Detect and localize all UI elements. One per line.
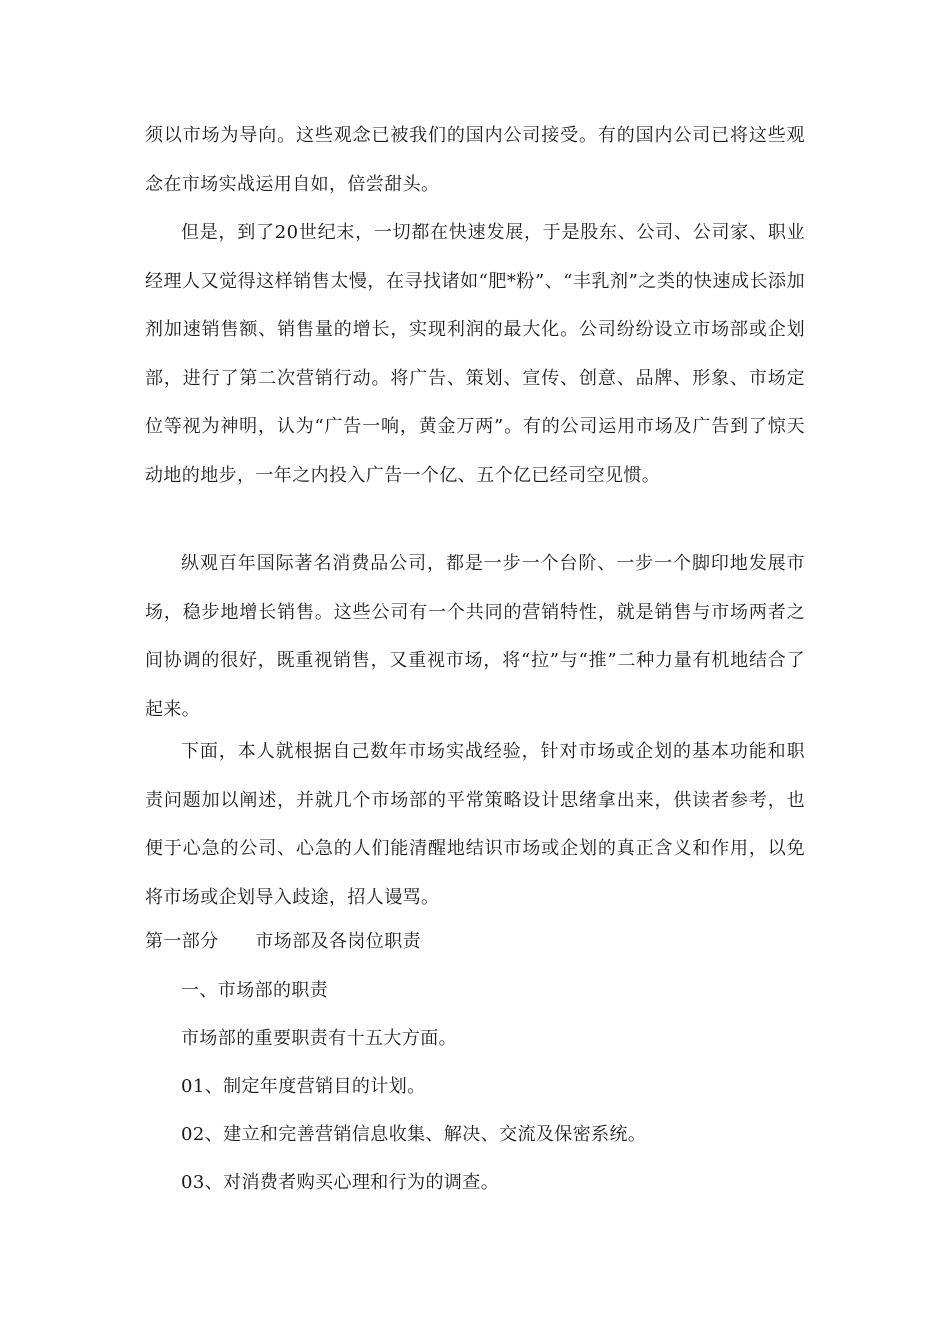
intro-text: 市场部的重要职责有十五大方面。 — [181, 1028, 457, 1049]
paragraph-1: 须以市场为导向。这些观念已被我们的国内公司接受。有的国内公司已将这些观念在市场实战运用自如，倍尝甜头。 — [145, 125, 805, 195]
part-heading: 第一部分 市场部及各岗位职责 — [145, 931, 421, 952]
list-item: 02、建立和完善营销信息收集、解决、交流及保密系统。 — [181, 1124, 647, 1145]
paragraph-3: 纵观百年国际著名消费品公司，都是一步一个台阶、一步一个脚印地发展市场，稳步地增长销售。这些公司有一个共同的营销特性，就是销售与市场两者之间协调的很好，既重视销售，又重视市场，将“拉”与“推”二种力量有机地结合了起来。 — [145, 553, 805, 720]
list-item: 03、对消费者购买心理和行为的调查。 — [181, 1172, 500, 1193]
list-item: 01、制定年度营销目的计划。 — [181, 1076, 426, 1097]
section-heading: 一、市场部的职责 — [181, 980, 329, 1001]
paragraph-4: 下面，本人就根据自己数年市场实战经验，针对市场或企划的基本功能和职责问题加以阐述，并就几个市场部的平常策略设计思绪拿出来，供读者参考，也便于心急的公司、心急的人们能清醒地结识市场或企划的真正含义和作用，以免将市场或企划导入歧途，招人谩骂。 — [145, 741, 805, 908]
paragraph-2: 但是，到了20世纪末，一切都在快速发展，于是股东、公司、公司家、职业经理人又觉得这样销售太慢，在寻找诸如“肥*粉”、“丰乳剂”之类的快速成长添加剂加速销售额、销售量的增长，实现利润的最大化。公司纷纷设立市场部或企划部，进行了第二次营销行动。将广告、策划、宣传、创意、品牌、形象、市场定位等视为神明，认为“广告一响，黄金万两”。有的公司运用市场及广告到了惊天动地的地步，一年之内投入广告一个亿、五个亿已经司空见惯。 — [145, 222, 805, 486]
